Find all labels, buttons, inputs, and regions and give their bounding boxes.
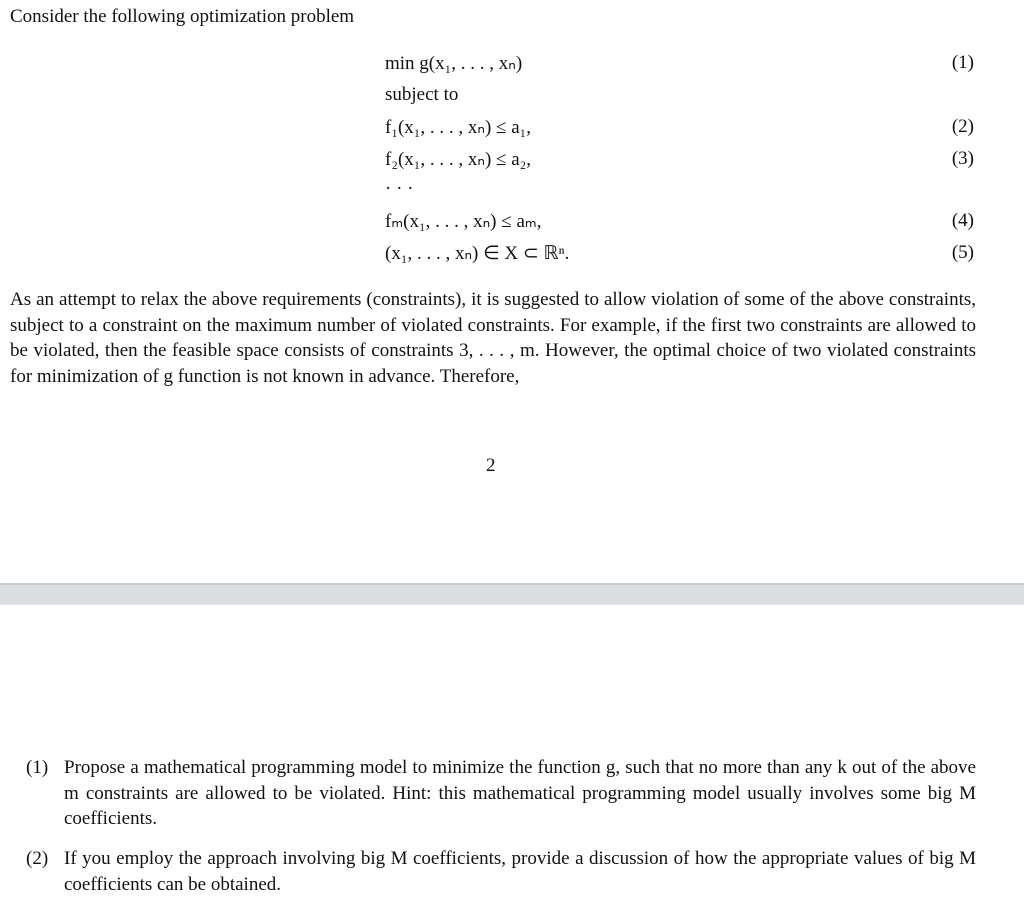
equation-number-2: (2) [951, 116, 974, 137]
relaxation-paragraph: As an attempt to relax the above requirements (constraints), it is suggested to allow violation of some of the above constraints, subject to a constraint on the maximum number of violated constraints. For example, if the first two constraints are allowed to be violated, then the feasible space consists of constraints 3, . . . , m. However, the optimal choice of two violated constraints for minimization of g function is not known in advance. Therefore, [10, 289, 976, 387]
page-separator [0, 583, 1024, 605]
question-1-number: (1) [26, 757, 49, 778]
question-1-text: Propose a mathematical programming model to minimize the function g, such that no more than any k out of the above m constraints are allowed to be violated. Hint: this mathematical programming model usually involves some big M coefficients. [64, 757, 976, 830]
page-3 [0, 605, 1024, 911]
question-1 [26, 755, 976, 832]
equation-number-5: (5) [951, 242, 974, 263]
subject-to-label: subject to [385, 84, 459, 105]
intro-text: Consider the following optimization problem [10, 6, 355, 27]
question-2-number: (2) [26, 848, 49, 869]
constraint-m: fₘ(x₁, . . . , xₙ) ≤ aₘ, [385, 211, 542, 232]
question-2-text: If you employ the approach involving big M coefficients, provide a discussion of how the appropriate values of big M coefficients can be obtained. [64, 848, 976, 895]
domain-constraint: (x₁, . . . , xₙ) ∈ X ⊂ ℝⁿ. [385, 243, 570, 264]
objective-equation: min g(x₁, . . . , xₙ) [385, 53, 523, 74]
question-2 [26, 846, 976, 897]
equation-number-4: (4) [951, 210, 974, 231]
constraint-2: f₂(x₁, . . . , xₙ) ≤ a₂, [385, 149, 532, 170]
equation-number-3: (3) [951, 148, 974, 169]
page-number: 2 [486, 455, 496, 476]
equation-number-1: (1) [951, 52, 974, 73]
constraint-1: f₁(x₁, . . . , xₙ) ≤ a₁, [385, 117, 532, 138]
ellipsis: · · · [385, 178, 414, 199]
